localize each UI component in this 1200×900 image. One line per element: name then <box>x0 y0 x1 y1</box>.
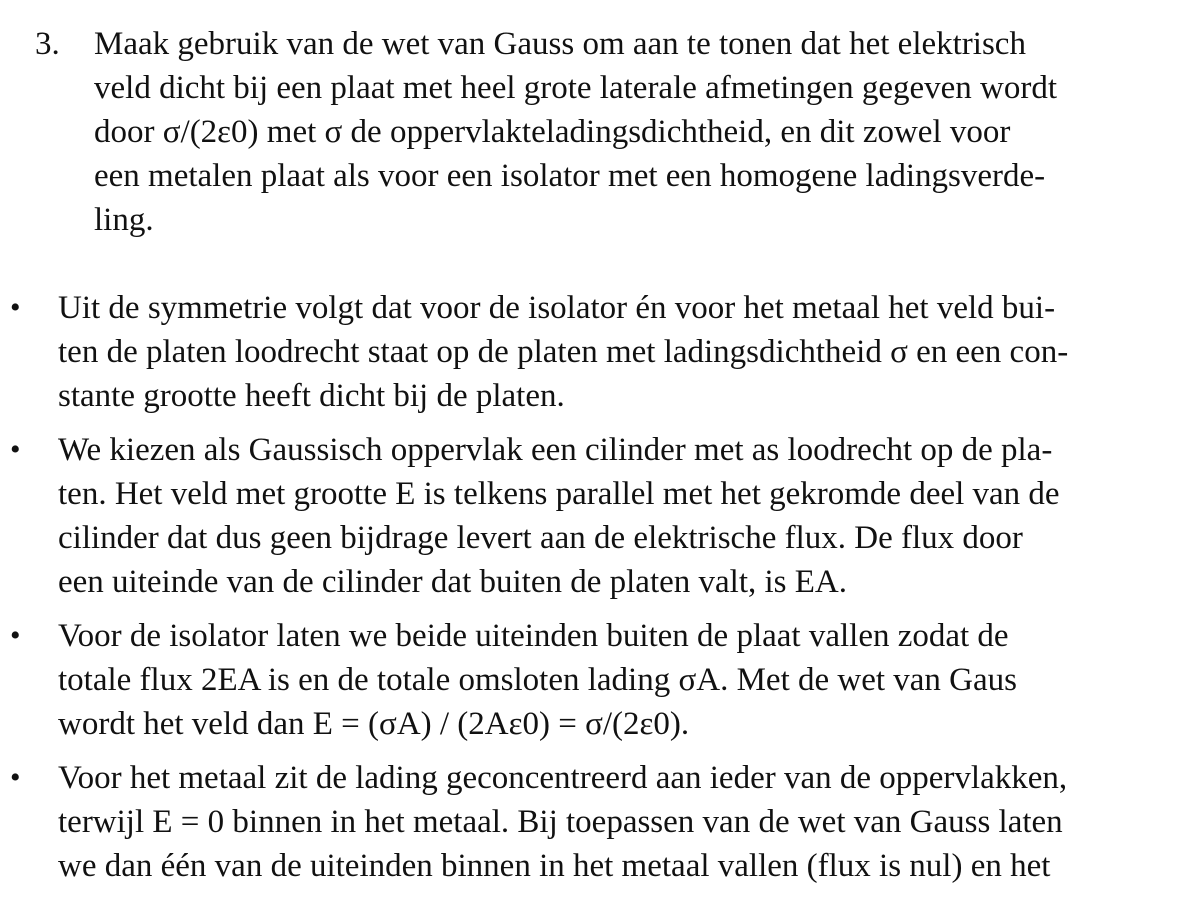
bullet-line: stante grootte heeft dicht bij de platen. <box>58 378 565 414</box>
question-3 <box>35 22 1175 242</box>
bullet-line: we dan één van de uiteinden binnen in het metaal vallen (flux is nul) en het <box>58 848 1051 884</box>
bullet-item-gaussian-surface <box>10 428 1190 604</box>
bullet-icon: • <box>10 619 21 652</box>
bullet-item-symmetry <box>10 286 1190 418</box>
bullet-line: een uiteinde van de cilinder dat buiten de platen valt, is EA. <box>58 564 847 600</box>
bullet-icon: • <box>10 433 21 466</box>
question-line: Maak gebruik van de wet van Gauss om aan te tonen dat het elektrisch <box>94 26 1026 62</box>
bullet-line: Voor het metaal zit de lading geconcentreerd aan ieder van de oppervlakken, <box>58 760 1068 796</box>
bullet-line: ten de platen loodrecht staat op de platen met ladingsdichtheid σ en een con- <box>58 334 1069 370</box>
bullet-line: Voor de isolator laten we beide uiteinden buiten de plaat vallen zodat de <box>58 618 1009 654</box>
question-text <box>94 22 1175 242</box>
bullet-item-insulator <box>10 614 1190 746</box>
bullet-icon: • <box>10 291 21 324</box>
bullet-text <box>58 428 1190 604</box>
bullet-line: Uit de symmetrie volgt dat voor de isolator én voor het metaal het veld bui- <box>58 290 1056 326</box>
bullet-text <box>58 756 1190 888</box>
question-line: door σ/(2ε0) met σ de oppervlakteladingsdichtheid, en dit zowel voor <box>94 114 1011 150</box>
bullet-line: terwijl E = 0 binnen in het metaal. Bij toepassen van de wet van Gauss laten <box>58 804 1063 840</box>
bullet-text <box>58 286 1190 418</box>
bullet-item-metal <box>10 756 1190 888</box>
bullet-line: cilinder dat dus geen bijdrage levert aan de elektrische flux. De flux door <box>58 520 1023 556</box>
bullet-line: wordt het veld dan E = (σA) / (2Aε0) = σ/(2ε0). <box>58 706 690 742</box>
bullet-line: We kiezen als Gaussisch oppervlak een cilinder met as loodrecht op de pla- <box>58 432 1053 468</box>
question-line: een metalen plaat als voor een isolator met een homogene ladingsverde- <box>94 158 1046 194</box>
bullet-line: ten. Het veld met grootte E is telkens parallel met het gekromde deel van de <box>58 476 1060 512</box>
bullet-line: totale flux 2EA is en de totale omsloten lading σA. Met de wet van Gaus <box>58 662 1017 698</box>
answer-bullet-list <box>10 286 1190 898</box>
question-line: veld dicht bij een plaat met heel grote laterale afmetingen gegeven wordt <box>94 70 1058 106</box>
bullet-text <box>58 614 1190 746</box>
question-line: ling. <box>94 202 154 238</box>
bullet-icon: • <box>10 761 21 794</box>
question-number: 3. <box>35 26 60 62</box>
